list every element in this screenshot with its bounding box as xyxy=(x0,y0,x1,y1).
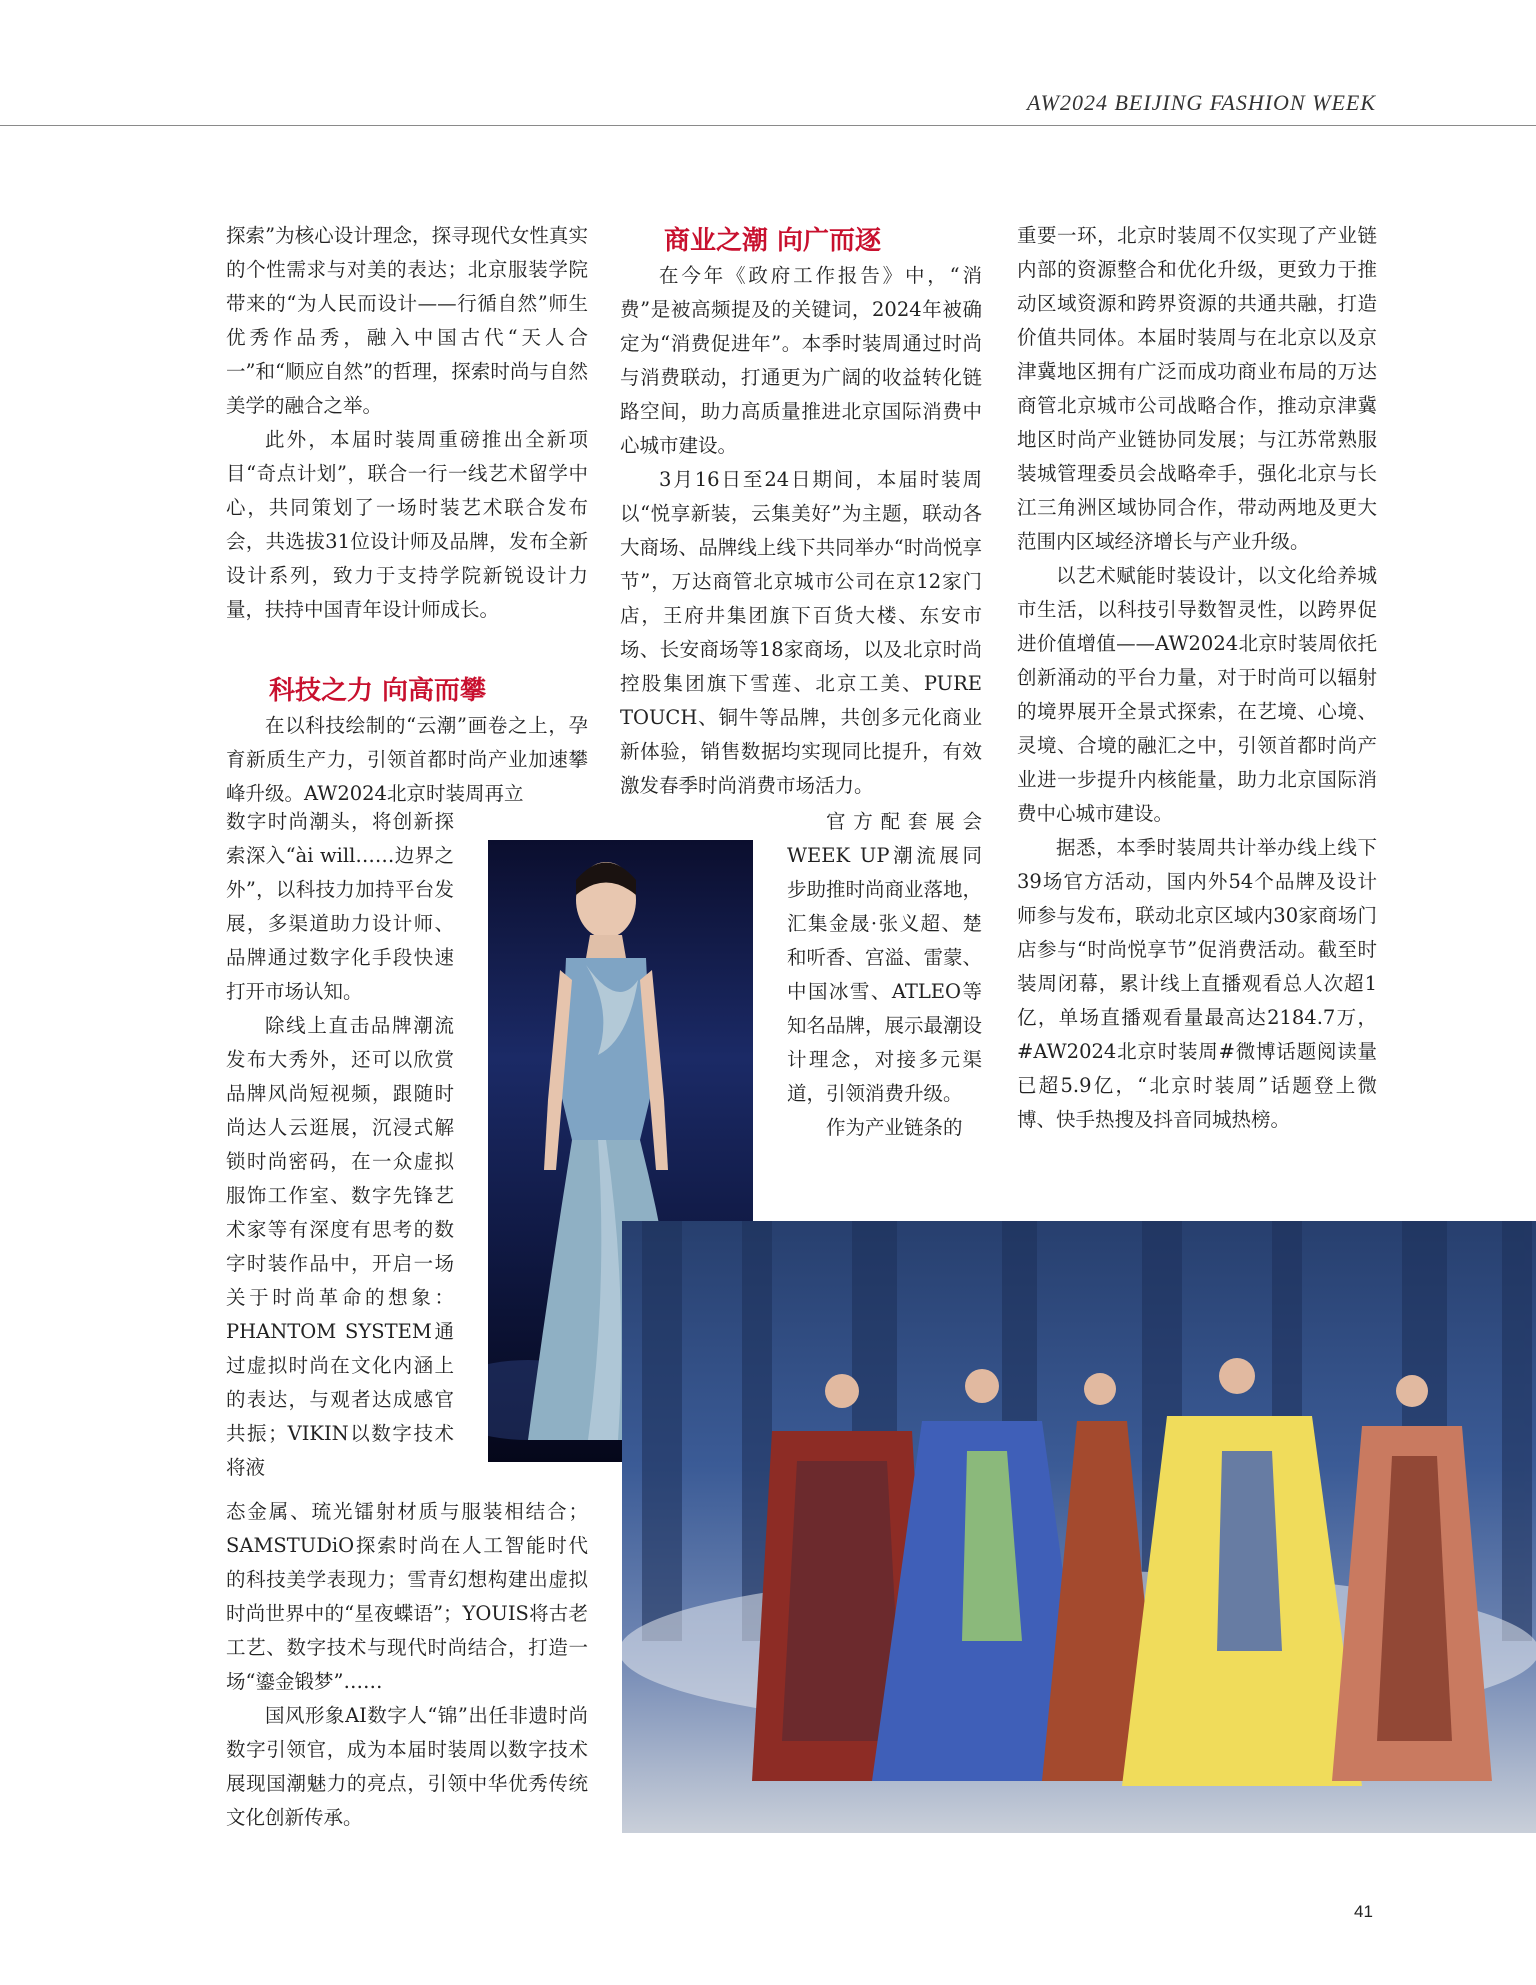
column-1-top xyxy=(226,219,588,811)
col3-paragraph-3: 据悉，本季时装周共计举办线上线下39场官方活动，国内外54个品牌及设计师参与发布，联动北京区域内30家商场门店参与“时尚悦享节”促消费活动。截至时装周闭幕，累计线上直播观看总人次超1亿，单场直播观看量最高达2184.7万，#AW2024北京时装周#微博话题阅读量已超5.9亿，“北京时装周”话题登上微博、快手热搜及抖音同城热榜。 xyxy=(1017,836,1377,1131)
col1-paragraph-3: 在以科技绘制的“云潮”画卷之上，孕育新质生产力，引领首都时尚产业加速攀峰升级。AW2024北京时装周再立 xyxy=(226,714,588,805)
section-heading-technology: 科技之力 向高而攀 xyxy=(269,676,487,706)
col2-paragraph-1: 在今年《政府工作报告》中，“消费”是被高频提及的关键词，2024年被确定为“消费促进年”。本季时装周通过时尚与消费联动，打通更为广阔的收益转化链路空间，助力高质量推进北京国际消费中心城市建设。 xyxy=(620,264,982,457)
column-1-bottom xyxy=(226,1495,588,1835)
col3-paragraph-2: 以艺术赋能时装设计，以文化给养城市生活，以科技引导数智灵性，以跨界促进价值增值——AW2024北京时装周依托创新涌动的平台力量，对于时尚可以辐射的境界展开全景式探索，在艺境、心境、灵境、合境的融汇之中，引领首都时尚产业进一步提升内核能量，助力北京国际消费中心城市建设。 xyxy=(1017,564,1377,825)
models-silhouettes xyxy=(622,1221,1536,1833)
col2-paragraph-2: 3月16日至24日期间，本届时装周以“悦享新装，云集美好”为主题，联动各大商场、品牌线上线下共同举办“时尚悦享节”，万达商管北京城市公司在京12家门店，王府井集团旗下百货大楼、东安市场、长安商场等18家商场，以及北京时尚控股集团旗下雪莲、北京工美、PURE TOUCH、铜牛等品牌，共创多元化商业新体验，销售数据均实现同比提升，有效激发春季时尚消费市场活力。 xyxy=(620,468,982,797)
col1-paragraph-5: 国风形象AI数字人“锦”出任非遗时尚数字引领官，成为本届时装周以数字技术展现国潮魅力的亮点，引领中华优秀传统文化创新传承。 xyxy=(226,1704,588,1829)
page-number: 41 xyxy=(1354,1902,1373,1921)
col1-paragraph-4: 除线上直击品牌潮流发布大秀外，还可以欣赏品牌风尚短视频，跟随时尚达人云逛展，沉浸式解锁时尚密码，在一众虚拟服饰工作室、数字先锋艺术家等有深度有思考的数字时装作品中，开启一场关于时尚革命的想象：PHANTOM SYSTEM通过虚拟时尚在文化内涵上的表达，与观者达成感官共振；VIKIN以数字技术将液 xyxy=(226,1014,454,1479)
header-divider xyxy=(0,125,1536,126)
column-2-narrow xyxy=(787,805,982,1145)
col2-paragraph-3: 官方配套展会WEEK UP潮流展同步助推时尚商业落地，汇集金晟·张义超、楚和听香、宫溢、雷蒙、中国冰雪、ATLEO等知名品牌，展示最潮设计理念，对接多元渠道，引领消费升级。 xyxy=(787,810,983,1105)
col1-paragraph-2: 此外，本届时装周重磅推出全新项目“奇点计划”，联合一行一线艺术留学中心，共同策划了一场时装艺术联合发布会，共选拔31位设计师及品牌，发布全新设计系列，致力于支持学院新锐设计力量，扶持中国青年设计师成长。 xyxy=(226,428,588,621)
running-header: AW2024 BEIJING FASHION WEEK xyxy=(1027,90,1376,115)
runway-group-photo xyxy=(622,1221,1536,1833)
column-3 xyxy=(1017,219,1377,1137)
col1-paragraph-1: 探索”为核心设计理念，探寻现代女性真实的个性需求与对美的表达；北京服装学院带来的“为人民而设计——行循自然”师生优秀作品秀，融入中国古代“天人合一”和“顺应自然”的哲理，探索时尚与自然美学的融合之举。 xyxy=(226,224,588,417)
col1-paragraph-3-continued: 数字时尚潮头，将创新探索深入“ài will……边界之外”，以科技力加持平台发展，多渠道助力设计师、品牌通过数字化手段快速打开市场认知。 xyxy=(226,810,454,1003)
column-2-top xyxy=(620,223,982,803)
column-1-narrow xyxy=(226,805,454,1485)
section-heading-commerce: 商业之潮 向广而逐 xyxy=(664,226,882,256)
col2-paragraph-4: 作为产业链条的 xyxy=(826,1116,963,1139)
col3-paragraph-1: 重要一环，北京时装周不仅实现了产业链内部的资源整合和优化升级，更致力于推动区域资源和跨界资源的共通共融，打造价值共同体。本届时装周与在北京以及京津冀地区拥有广泛而成功商业布局的万达商管北京城市公司战略合作，推动京津冀地区时尚产业链协同发展；与江苏常熟服装城管理委员会战略牵手，强化北京与长江三角洲区域协同合作，带动两地及更大范围内区域经济增长与产业升级。 xyxy=(1017,224,1377,553)
col1-paragraph-4-continued: 态金属、琉光镭射材质与服装相结合；SAMSTUDiO探索时尚在人工智能时代的科技美学表现力；雪青幻想构建出虚拟时尚世界中的“星夜蝶语”；YOUIS将古老工艺、数字技术与现代时尚结合，打造一场“鎏金锻梦”…… xyxy=(226,1500,588,1693)
